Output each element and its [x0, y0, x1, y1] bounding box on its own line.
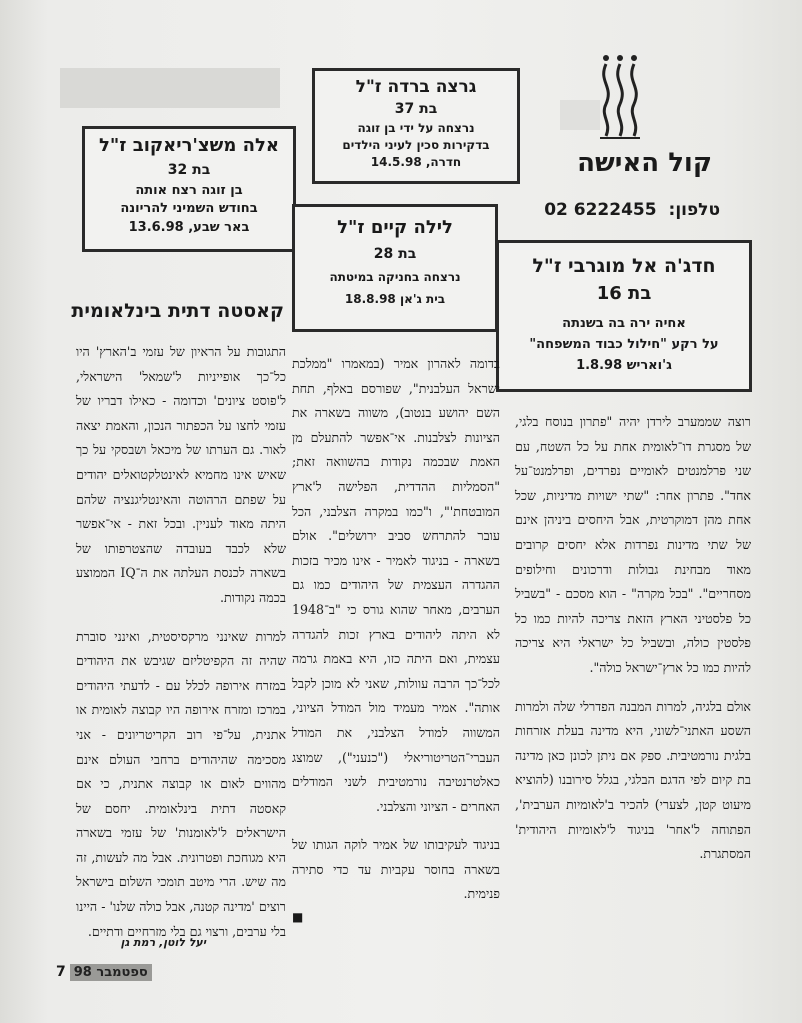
memorial-box-laila [292, 204, 498, 332]
victim-age: בת 32 [167, 162, 211, 178]
phone-label: טלפון: [668, 200, 720, 220]
masthead-phone [544, 200, 720, 220]
phone-number: 02 6222455 [544, 200, 657, 220]
article-paragraph: למרות שאינני מרקסיסטית, ואינני סוברת שהיה זה הקפיטליזם שגיבש את היהודים במזרח אירופה לכלל עם - לדעתי היהודים במרכז ומזרח אירופה היו קבוצה לאומית או אתנית, על־פי רוב הקריטריונים - אני מסכימה שהיהודים ברחבי העולם אינם מהווים לאום או קבוצה אתנית, כי אם קאסטה דתית בינלאומית. יחסם של הישראלים ל'לאומנות' של עזמי בשארה היא מגוחכת ופטרונית. אבל מה לעשות, זה מה שיש. הרי מיטב תומכי השלום בישראל רוצים 'מדינה קטנה, אבל כולה שלנו' - היינו בלי ערבים, ורצוי גם בלי מזרחיים ודתיים. [76, 628, 286, 939]
victim-age: בת 28 [373, 246, 417, 262]
victim-name: גרצה ברדה ז"ל [355, 77, 477, 97]
memorial-box-hadga [496, 240, 752, 392]
victim-place-date: ג'ואריש 1.8.98 [576, 358, 672, 373]
page-number: 7 [56, 964, 66, 980]
article-paragraph: אולם בלגיה, למרות המבנה הפדרלי שלה ולמרות השסע האתני־לשוני, היא מדינה בעלת אזרחות בלגית נורמטיבית. ספק אם ניתן לכונן כאן מדינה בת קיום לפי הדגם הבלגי, בגלל סירובנו (להוציא מיעוט קטן, לצערי) להכיר ב'לאומיות הערבית', הפתוחה ל'אחר' בניגוד ל'לאומיות היהודית' המסתגרת. [515, 698, 751, 862]
decorative-block [60, 68, 280, 108]
victim-name: אלה משצ'ריאקוב ז"ל [99, 135, 279, 156]
victim-place-date: באר שבע, 13.6.98 [128, 220, 250, 235]
victim-detail: נרצחה בחניקה במיטתה [329, 270, 461, 284]
victim-detail: אחיה ירה בה בשנתה [562, 316, 686, 331]
article-column-left [76, 340, 286, 958]
victim-name: חדג'ה אל מוגרבי ז"ל [532, 255, 716, 277]
victim-place-date: חדרה, 14.5.98 [370, 155, 462, 169]
logo-icon [596, 52, 644, 142]
victim-detail: נרצחה על ידי בן זוגה [357, 121, 475, 135]
issue-label: ספטמבר 98 [70, 964, 152, 981]
article-paragraph: בניגוד לעקיבותו של אמיר לוקה הגותו של בשארה בחוסר עקביות עד כדי סתירה פנימית. [292, 837, 500, 902]
victim-detail: על רקע "חילול כבוד המשפחה" [529, 337, 719, 352]
victim-detail: בן זוגה רצח אותה [135, 183, 243, 198]
letter-signature: יעל לוטן, רמת גן [120, 936, 206, 949]
victim-age: בת 16 [596, 283, 652, 304]
article-column-middle [292, 352, 500, 921]
victim-detail: בדקירות סכין לעיני הילדים [342, 138, 490, 152]
memorial-box-ella [82, 126, 296, 252]
victim-age: בת 37 [394, 101, 438, 117]
article-end-mark: ■ [292, 910, 304, 924]
victim-place-date: בית ג'אן 18.8.98 [344, 292, 446, 306]
article-paragraph: בדומה לאהרון אמיר (במאמרו "ממלכת ישראל העלבנית", שפורסם באלף, תחת השם יהושע בנטוב), משווה בשארה את הציונות לצלבנות. אי־אפשר להתעלם מן האמת שבכמה נקודות בהשוואה זאת; "הסמליות ההדדית, הפלישה ל'ארץ המובטחת'", ו"כמו במקרה הצלבני, הכל עובר להתרחש סביב ירושלים". אולם בשארה - בניגוד לאמיר - אינו מכיר בזכות ההגדרה העצמית של היהודים כמו גם הערבים, מאחר שהוא גורס כי "ב־1948 לא היתה ליהודים בארץ זכות להגדרה עצמית, ואם היתה כזו, היא באמת גרמה לכל־כך הרבה עוולות, שאני לא מוכן לקבל אותה". אמיר מעמיד מול המודל הציוני, המשווה למודל הצלבני, את המודל העברי־הטריטוריאלי ("כנעני"), שמוצג כאלטרנטיבה נורמטיבית לשני המודלים האחרים - הציוני והצלבני. [292, 356, 500, 814]
article-column-right [515, 410, 751, 881]
page-footer [56, 962, 152, 982]
victim-detail: בחודש השמיני להריונה [120, 201, 258, 216]
victim-name: לילה קיים ז"ל [337, 217, 453, 238]
article-paragraph: רוצה שממערב לירדן יהיה "פתרון בנוסח בלגי, של מסגרת דו־לאומית אחת על כל השטח, עם שני פרלמנטים לאומיים נפרדים, ופרלמנט־על אחד". פתרון אחר: "שתי ישויות מדיניות, שכל אחת מהן דמוקרטית, אבל היחסים ביניהן אינם של שתי מדינות נפרדות אלא יחסים קרובים מאוד מבחינת גבולות ודרכונים וחילופים מסחריים". "בכל מקרה" - הוא מסכם - "בשביל כל פלסטיני הארץ הזאת צריכה להיות כמו כל פלסטין כולה, ובשביל כל ישראלי היא צריכה להיות כמו כל ארץ־ישראל כולה". [515, 414, 751, 675]
decorative-block [560, 100, 600, 130]
masthead-title: קול האישה [577, 148, 712, 178]
memorial-box-grazia [312, 68, 520, 184]
article-paragraph: התגובות על הראיון של עזמי ב'הארץ' היו כל־כך אופייניות ל'שמאל' הישראלי, ל'פוסט ציונים' וכדומה - כאילו דבריו של עזמי לחצו על הכפתור הנכון, והאמת יצאה לאור. גם הערתו של מיכאל ושבסקי על כך שאיש אינו מחמיא לאינטלקטואלים יהודים על שפתם הרהוטה והאינטליגנציה שלהם היתה מאוד לעניין. ובכל זאת - אי־אפשר שלא לכבד בעובדה שהצטרפותו של בשארה לכנסת העלתה את ה־IQ הממוצע בכמה נקודות. [76, 344, 286, 605]
article-title: קאסטה דתית בינלאומית [71, 300, 284, 322]
women-voice-logo [596, 52, 644, 142]
